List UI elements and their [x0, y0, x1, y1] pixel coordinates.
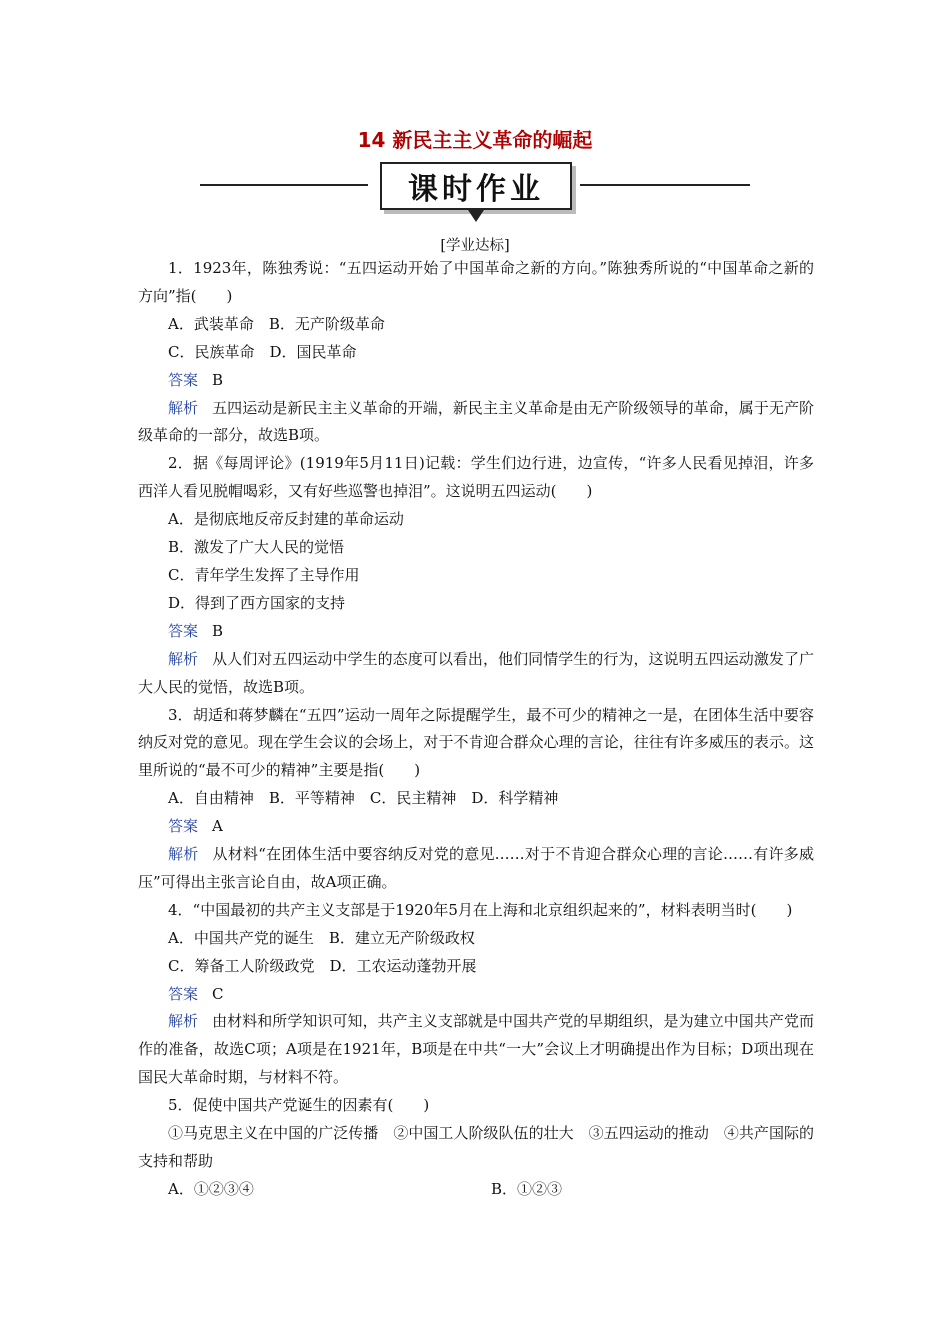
answer-label: 答案 — [168, 370, 199, 389]
banner-left-rule — [200, 184, 368, 186]
page-title: 14 新民主主义革命的崛起 — [357, 128, 593, 152]
q3-options: A．自由精神 B．平等精神 C．民主精神 D．科学精神 — [168, 789, 559, 808]
q2-stem: 2．据《每周评论》(1919年5月11日)记载：学生们边行进，边宣传，“许多人民看见掉泪，许多西洋人看见脱帽喝彩，又有好些巡警也掉泪”。这说明五四运动( ) — [138, 454, 814, 501]
analysis-label: 解析 — [168, 1012, 199, 1031]
q4-answer — [138, 981, 814, 1009]
q3-answer — [138, 813, 814, 841]
q1-stem: 1．1923年，陈独秀说：“五四运动开始了中国革命之新的方向。”陈独秀所说的“中国革命之新的方向”指( ) — [138, 259, 814, 305]
answer-label: 答案 — [168, 817, 199, 836]
questions — [138, 255, 814, 1204]
analysis-label: 解析 — [168, 845, 199, 864]
q2-analysis — [138, 646, 814, 702]
q2-answer — [138, 618, 814, 646]
q4-options-ab: A．中国共产党的诞生 B．建立无产阶级政权 — [168, 928, 475, 947]
q5-items: ①马克思主义在中国的广泛传播 ②中国工人阶级队伍的壮大 ③五四运动的推动 ④共产国际的支持和帮助 — [138, 1124, 814, 1170]
q2-option-a: A．是彻底地反帝反封建的革命运动 — [168, 510, 404, 529]
q1-answer — [138, 367, 814, 395]
q5-option-b: B．①②③ — [491, 1179, 563, 1198]
q2-analysis-text: 从人们对五四运动中学生的态度可以看出，他们同情学生的行为，这说明五四运动激发了广大人民的觉悟，故选B项。 — [138, 649, 814, 696]
analysis-label: 解析 — [168, 649, 199, 668]
q1-options-ab: A．武装革命 B．无产阶级革命 — [168, 314, 385, 333]
q2-option-c: C．青年学生发挥了主导作用 — [168, 565, 360, 584]
q2-option-d: D．得到了西方国家的支持 — [168, 593, 346, 612]
q3-answer-value: A — [212, 817, 223, 836]
section-heading: [学业达标] — [440, 238, 510, 254]
q3-stem: 3．胡适和蒋梦麟在“五四”运动一周年之际提醒学生，最不可少的精神之一是，在团体生活中要容纳反对党的意见。现在学生会议的会场上，对于不肯迎合群众心理的言论，往往有许多威压的表示。这里所说的“最不可少的精神”主要是指( ) — [138, 705, 814, 780]
q1-options-cd: C．民族革命 D．国民革命 — [168, 342, 357, 361]
answer-label: 答案 — [168, 621, 199, 640]
q4-options-cd: C．筹备工人阶级政党 D．工农运动蓬勃开展 — [168, 956, 477, 975]
q5-option-a: A．①②③④ — [168, 1179, 254, 1198]
q3-analysis-text: 从材料“在团体生活中要容纳反对党的意见……对于不肯迎合群众心理的言论……有许多威压”可得出主张言论自由，故A项正确。 — [138, 845, 814, 891]
analysis-label: 解析 — [168, 398, 199, 417]
banner-arrow-icon — [468, 210, 484, 222]
q2-option-b: B．激发了广大人民的觉悟 — [168, 538, 345, 557]
q1-analysis-text: 五四运动是新民主主义革命的开端，新民主主义革命是由无产阶级领导的革命，属于无产阶级革命的一部分，故选B项。 — [138, 398, 814, 445]
q4-analysis-text: 由材料和所学知识可知，共产主义支部就是中国共产党的早期组织，是为建立中国共产党而作的准备，故选C项；A项是在1921年，B项是在中共“一大”会议上才明确提出作为目标；D项出现在国民大革命时期，与材料不符。 — [138, 1012, 814, 1087]
q1-analysis — [138, 395, 814, 451]
q5-options — [138, 1176, 814, 1204]
q5-stem: 5．促使中国共产党诞生的因素有( ) — [168, 1096, 430, 1115]
q4-stem: 4．“中国最初的共产主义支部是于1920年5月在上海和北京组织起来的”，材料表明当时( ) — [168, 900, 793, 919]
q3-analysis — [138, 841, 814, 897]
q2-answer-value: B — [212, 621, 224, 640]
banner-right-rule — [580, 184, 750, 186]
q4-answer-value: C — [212, 984, 224, 1003]
banner — [200, 160, 750, 226]
banner-label: 课时作业 — [380, 162, 572, 210]
answer-label: 答案 — [168, 984, 199, 1003]
q1-answer-value: B — [212, 370, 224, 389]
q4-analysis — [138, 1008, 814, 1092]
